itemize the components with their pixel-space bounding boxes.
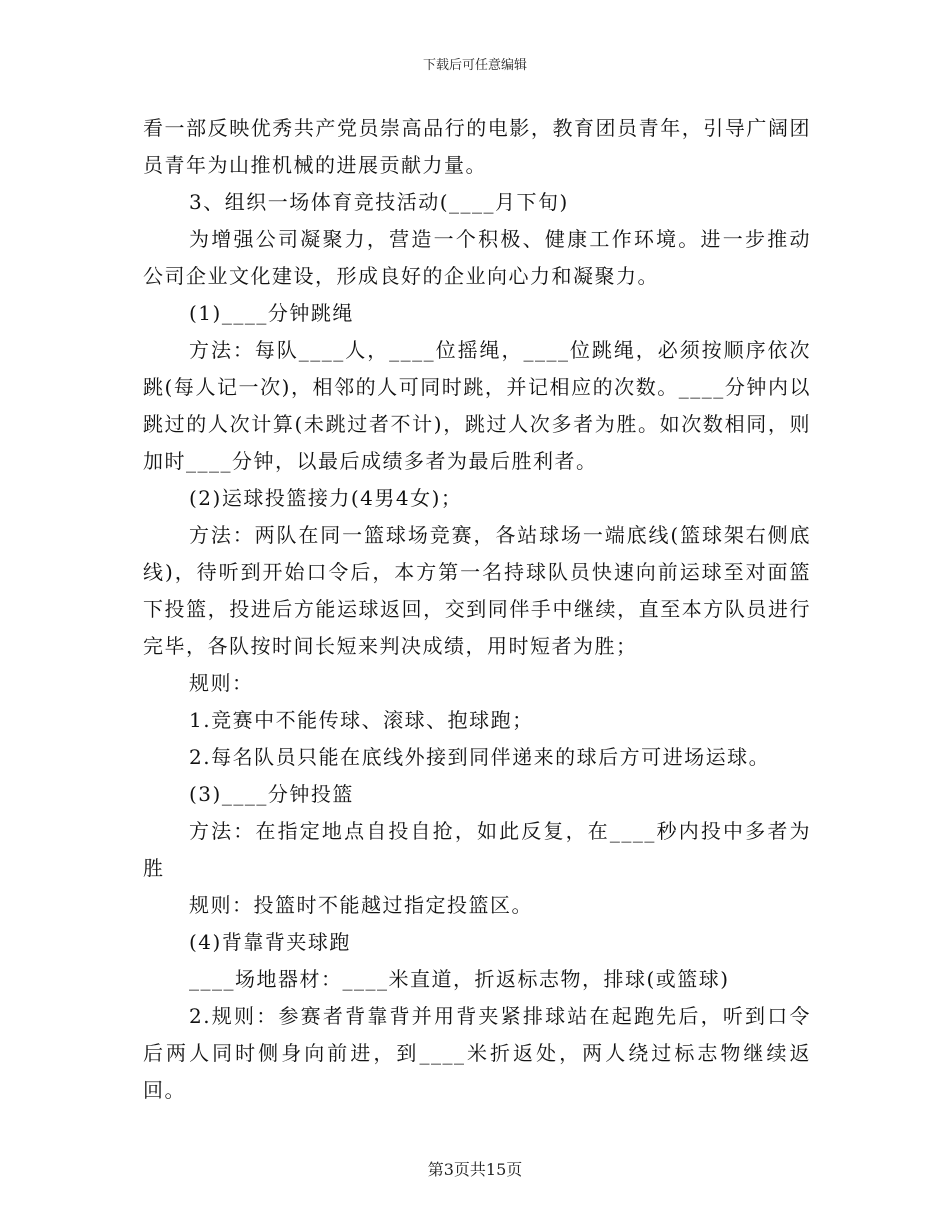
rule-item: 1.竞赛中不能传球、滚球、抱球跑； <box>189 708 534 732</box>
rule-item: 2.每名队员只能在底线外接到同伴递来的球后方可进场运球。 <box>189 745 771 769</box>
paragraph: ____场地器材：____米直道，折返标志物，排球(或篮球) <box>189 967 730 991</box>
paragraph: 方法：两队在同一篮球场竞赛，各站球场一端底线(篮球架右侧底线)，待听到开始口令后，本方第一名持球队员快速向前运球至对面篮下投篮，投进后方能运球返回，交到同伴手中继续，直至本方队员进行完毕，各队按时间长短来判决成绩，用时短者为胜； <box>143 523 811 658</box>
paragraph: 方法：每队____人，____位摇绳，____位跳绳，必须按顺序依次跳(每人记一次)，相邻的人可同时跳，并记相应的次数。____分钟内以跳过的人次计算(未跳过者不计)，跳过人次多者为胜。如次数相同，则加时____分钟，以最后成绩多者为最后胜利者。 <box>143 338 811 473</box>
page-footer: 第3页共15页 <box>427 1160 523 1179</box>
paragraph: 方法：在指定地点自投自抢，如此反复，在____秒内投中多者为胜 <box>143 819 811 880</box>
page-header: 下载后可任意编辑 <box>422 58 527 73</box>
item-heading: (2)运球投篮接力(4男4女)； <box>189 486 463 510</box>
document-body <box>143 110 811 1109</box>
section-heading: 3、组织一场体育竞技活动(____月下旬) <box>189 190 569 214</box>
item-heading: (1)____分钟跳绳 <box>189 301 354 325</box>
item-heading: (4)背靠背夹球跑 <box>189 930 351 954</box>
paragraph: 看一部反映优秀共产党员崇高品行的电影，教育团员青年，引导广阔团员青年为山推机械的进展贡献力量。 <box>143 116 811 177</box>
item-heading: (3)____分钟投篮 <box>189 782 354 806</box>
rule-item: 规则：投篮时不能越过指定投篮区。 <box>189 893 533 917</box>
rules-label: 规则： <box>189 671 254 695</box>
rule-item: 2.规则：参赛者背靠背并用背夹紧排球站在起跑先后，听到口令后两人同时侧身向前进，到____米折返处，两人绕过标志物继续返回。 <box>143 1004 811 1102</box>
paragraph: 为增强公司凝聚力，营造一个积极、健康工作环境。进一步推动公司企业文化建设，形成良好的企业向心力和凝聚力。 <box>143 227 811 288</box>
